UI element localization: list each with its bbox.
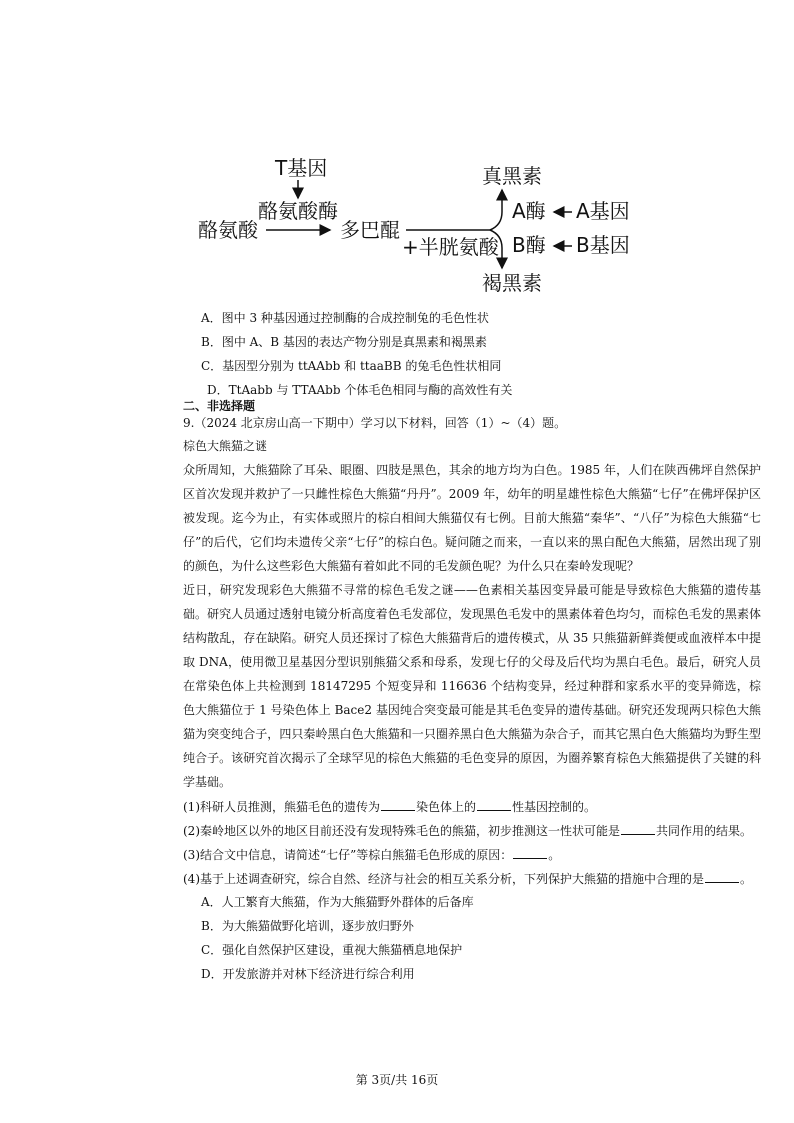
article-title: 棕色大熊猫之谜 xyxy=(183,439,268,453)
q9-stem: 9.（2024 北京房山高一下期中）学习以下材料，回答（1）~（4）题。 xyxy=(183,416,567,430)
q4-part-b: 。 xyxy=(740,872,753,886)
dopaquinone-label: 多巴醌 xyxy=(340,218,400,242)
q4-part-a: (4)基于上述调查研究，综合自然、经济与社会的相互关系分析，下列保护大熊猫的措施中合理的是 xyxy=(183,872,705,886)
tyrosinase-label: 酪氨酸酶 xyxy=(258,199,338,223)
q4-option-d: D．开发旅游并对林下经济进行综合利用 xyxy=(201,967,415,981)
eumelanin-arrow xyxy=(490,190,502,230)
q8-option-c: C．基因型分别为 ttAAbb 和 ttaaBB 的兔毛色性状相同 xyxy=(201,359,502,373)
q3-part-b: 。 xyxy=(548,848,561,862)
pathway-svg xyxy=(190,150,650,300)
pheomelanin-label: 褐黑素 xyxy=(482,271,542,295)
q8-option-d: D．TtAabb 与 TTAAbb 个体毛色相同与酶的高效性有关 xyxy=(207,383,513,397)
section-title: 二、非选择题 xyxy=(183,399,256,413)
pathway-diagram xyxy=(190,150,650,300)
q4-text xyxy=(183,870,763,887)
tyrosine-label: 酪氨酸 xyxy=(198,218,258,242)
q8-option-b: B．图中 A、B 基因的表达产物分别是真黑素和褐黑素 xyxy=(201,335,487,349)
q8-option-a: A．图中 3 种基因通过控制酶的合成控制兔的毛色性状 xyxy=(201,311,489,325)
b-gene-label: B基因 xyxy=(576,233,630,257)
q4-blank[interactable] xyxy=(705,870,739,883)
eumelanin-label: 真黑素 xyxy=(482,164,542,188)
b-enzyme-label: B酶 xyxy=(512,233,546,257)
q3-text xyxy=(183,846,763,863)
q2-blank[interactable] xyxy=(621,822,655,835)
q4-option-a: A．人工繁育大熊猫，作为大熊猫野外群体的后备库 xyxy=(201,895,474,909)
article-paragraph-1: 众所周知，大熊猫除了耳朵、眼圈、四肢是黑色，其余的地方均为白色。1985 年，人们在陕西佛坪自然保护区首次发现并救护了一只雌性棕色大熊猫“丹丹”。2009 年，幼年的明星雄性棕色大熊猫“七仔”在佛坪保护区被发现。迄今为止，有实体或照片的棕白相间大熊猫仅有七例。目前大熊猫“秦华”、“八仔”为棕色大熊猫“七仔”的后代，它们均未遗传父亲“七仔”的棕白色。疑问随之而来，一直以来的黑白配色大熊猫，居然出现了别的颜色，为什么这些彩色大熊猫有着如此不同的毛发颜色呢？为什么只在秦岭发现呢？ xyxy=(183,463,761,573)
cysteine-label: +半胱氨酸 xyxy=(402,235,499,259)
q4-option-b: B．为大熊猫做野化培训，逐步放归野外 xyxy=(201,919,414,933)
page-footer: 第 3页/共 16页 xyxy=(355,1073,439,1087)
q1-part-c: 性基因控制的。 xyxy=(512,800,597,814)
article-paragraph-2: 近日，研究发现彩色大熊猫不寻常的棕色毛发之谜——色素相关基因变异最可能是导致棕色大熊猫的遗传基础。研究人员通过透射电镜分析高度着色毛发部位，发现黑色毛发中的黑素体着色均匀，而棕色毛发的黑素体结构散乱，存在缺陷。研究人员还探讨了棕色大熊猫背后的遗传模式，从 35 只熊猫新鲜粪便或血液样本中提取 DNA，使用微卫星基因分型识别熊猫父系和母系，发现七仔的父母及后代均为黑白毛色。最后，研究人员在常染色体上共检测到 18147295 个短变异和 116636 个结构变异，经过种群和家系水平的变异筛选，棕色大熊猫位于 1 号染色体上 Bace2 基因纯合突变最可能是其毛色变异的遗传基础。研究还发现两只棕色大熊猫为突变纯合子，四只秦岭黑白色大熊猫和一只圈养黑白色大熊猫为杂合子，而其它黑白色大熊猫均为野生型纯合子。该研究首次揭示了全球罕见的棕色大熊猫的毛色变异的原因，为圈养繁育棕色大熊猫提供了关键的科学基础。 xyxy=(183,583,761,789)
q2-part-b: 共同作用的结果。 xyxy=(656,824,753,838)
q1-part-b: 染色体上的 xyxy=(416,800,477,814)
q1-blank-2[interactable] xyxy=(477,798,511,811)
q1-text xyxy=(183,798,763,815)
q2-part-a: (2)秦岭地区以外的地区目前还没有发现特殊毛色的熊猫，初步推测这一性状可能是 xyxy=(183,824,621,838)
q3-blank[interactable] xyxy=(513,846,547,859)
q4-option-c: C．强化自然保护区建设，重视大熊猫栖息地保护 xyxy=(201,943,463,957)
a-gene-label: A基因 xyxy=(576,199,630,223)
a-enzyme-label: A酶 xyxy=(512,199,546,223)
q3-part-a: (3)结合文中信息，请简述“七仔”等棕白熊猫毛色形成的原因： xyxy=(183,848,513,862)
q1-part-a: (1)科研人员推测，熊猫毛色的遗传为 xyxy=(183,800,380,814)
q2-text xyxy=(183,822,763,839)
t-gene-label: T基因 xyxy=(275,156,328,180)
q1-blank-1[interactable] xyxy=(381,798,415,811)
